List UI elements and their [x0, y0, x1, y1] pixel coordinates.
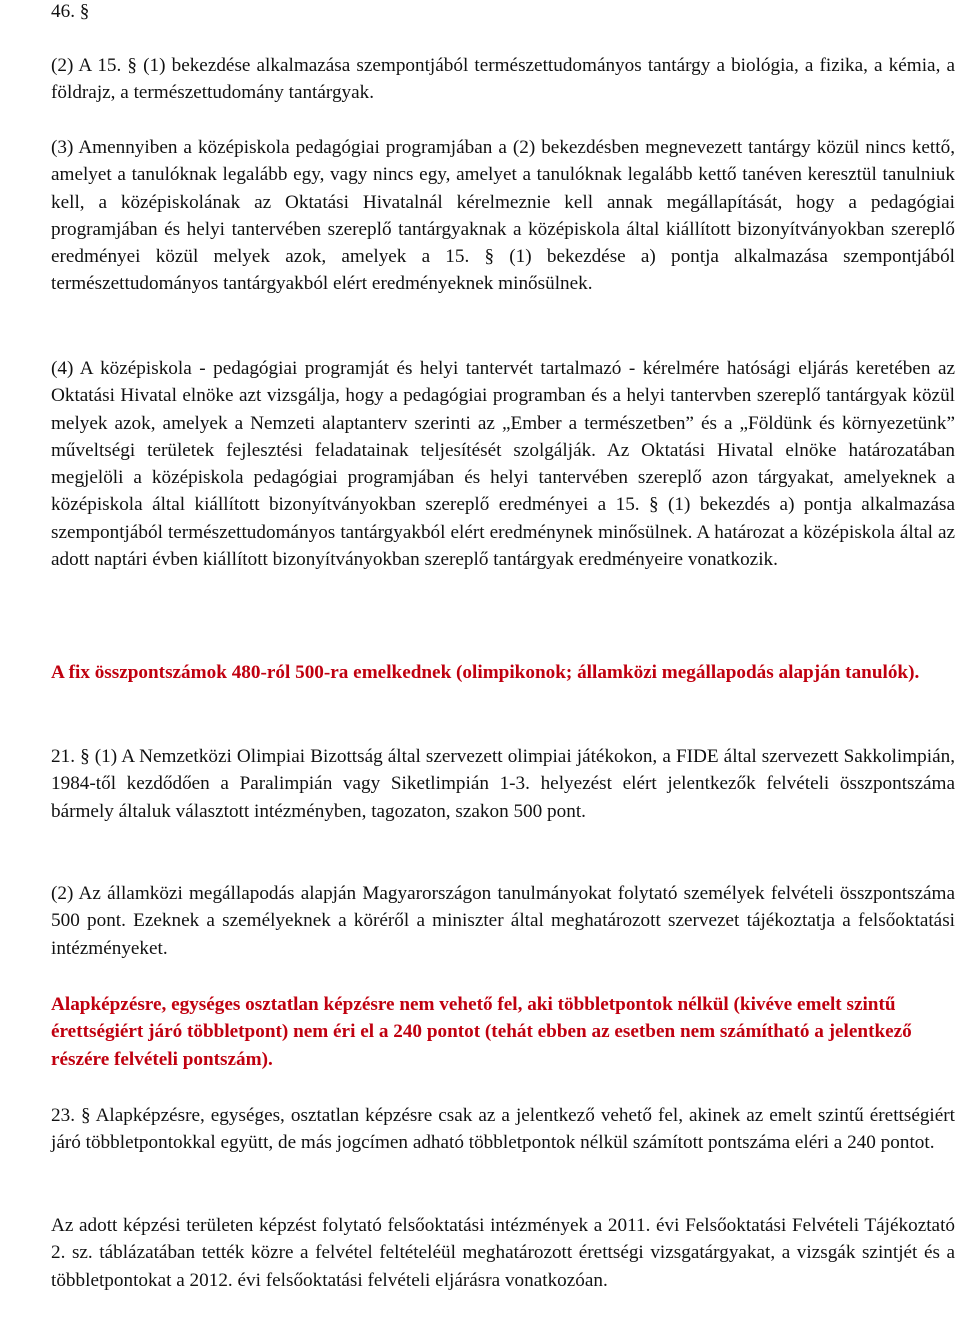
section-heading: 46. §: [51, 1, 90, 22]
paragraph-3: (3) Amennyiben a középiskola pedagógiai programjában a (2) bekezdésben megnevezett tantárgy közül nincs kettő, amelyet a tanulóknak legalább egy, vagy nincs egy, amelyet a tanulóknak legalább kettő tanéven keresztül tanulniuk kell, a középiskolának az Oktatási Hivatalnál kérelmeznie kell annak megállapítását, hogy a pedagógiai programjában és helyi tantervében szereplő tantárgyaknak a középiskola által kiállított bizonyítványokban szereplő eredményei közül melyek azok, amelyek a 15. § (1) bekezdése a) pontja alkalmazása szempontjából természettudományos tantárgyakból elért eredményeknek minősülnek.: [51, 137, 955, 295]
highlight-point-4: [7, 991, 955, 1073]
paragraph-23: 23. § Alapképzésre, egységes, osztatlan képzésre csak az a jelentkező vehető fel, akinek az emelt szintű érettségiért járó többletpontokkal együtt, de más jogcímen adható többletpontok nélkül számított pontszáma eléri a 240 pontot.: [51, 1105, 955, 1154]
paragraph-2: (2) A 15. § (1) bekezdése alkalmazása szempontjából természettudományos tantárgy a biológia, a fizika, a kémia, a földrajz, a természettudomány tantárgyak.: [51, 55, 955, 104]
paragraph-4: (4) A középiskola - pedagógiai programját és helyi tantervét tartalmazó - kérelmére hatósági eljárás keretében az Oktatási Hivatal elnöke azt vizsgálja, hogy a pedagógiai programban és a helyi tantervben szereplő tantárgyak közül melyek azok, amelyek a Nemzeti alaptanterv szerinti az „Ember a természetben” és a „Földünk és környezetünk” műveltségi területek fejlesztési feladatainak teljesítését szolgálják. Az Oktatási Hivatal elnöke határozatában megjelöli a középiskola pedagógiai programjában és helyi tantervében szereplő azon tárgyakat, amelyeknek a középiskola által kiállított bizonyítványokban szereplő eredményei a 15. § (1) bekezdés a) pontja alkalmazása szempontjából természettudományos tantárgyakból elért eredménynek minősülnek. A határozat a középiskola által az adott naptári évben kiállított bizonyítványokban szereplő tantárgyak eredményeire vonatkozik.: [51, 358, 955, 571]
paragraph-final: Az adott képzési területen képzést folytató felsőoktatási intézmények a 2011. évi Felsőoktatási Felvételi Tájékoztató 2. sz. táblázatában tették közre a felvétel feltételéül meghatározott érettségi vizsgatárgyakat, a vizsgák szintjét és a többletpontokat a 2012. évi felsőoktatási felvételi eljárásra vonatkozóan.: [51, 1215, 955, 1291]
highlight-3-number: [7, 659, 51, 686]
highlight-3-text: A fix összpontszámok 480-ról 500-ra emelkednek (olimpikonok; államközi megállapodás alapján tanulók).: [51, 662, 920, 683]
paragraph-21-1: 21. § (1) A Nemzetközi Olimpiai Bizottság által szervezett olimpiai játékokon, a FIDE által szervezett Sakkolimpián, 1984-től kezdődően a Paralimpián vagy Siketlimpián 1-3. helyezést elért jelentkezők felvételi összpontszáma bármely általuk választott intézményben, tagozaton, szakon 500 pont.: [51, 746, 955, 822]
highlight-4-text: Alapképzésre, egységes osztatlan képzésre nem vehető fel, aki többletpontok nélkül (kivéve emelt szintű érettségiért járó többletpont) nem éri el a 240 pontot (tehát ebben az esetben nem számítható a jelentkező részére felvételi pontszám).: [51, 994, 912, 1070]
highlight-4-number: [7, 991, 51, 1018]
paragraph-21-2: (2) Az államközi megállapodás alapján Magyarországon tanulmányokat folytató személyek felvételi összpontszáma 500 pont. Ezeknek a személyeknek a köréről a miniszter által meghatározott szervezet tájékoztatja a felsőoktatási intézményeket.: [51, 883, 955, 959]
highlight-point-3: [7, 659, 955, 686]
